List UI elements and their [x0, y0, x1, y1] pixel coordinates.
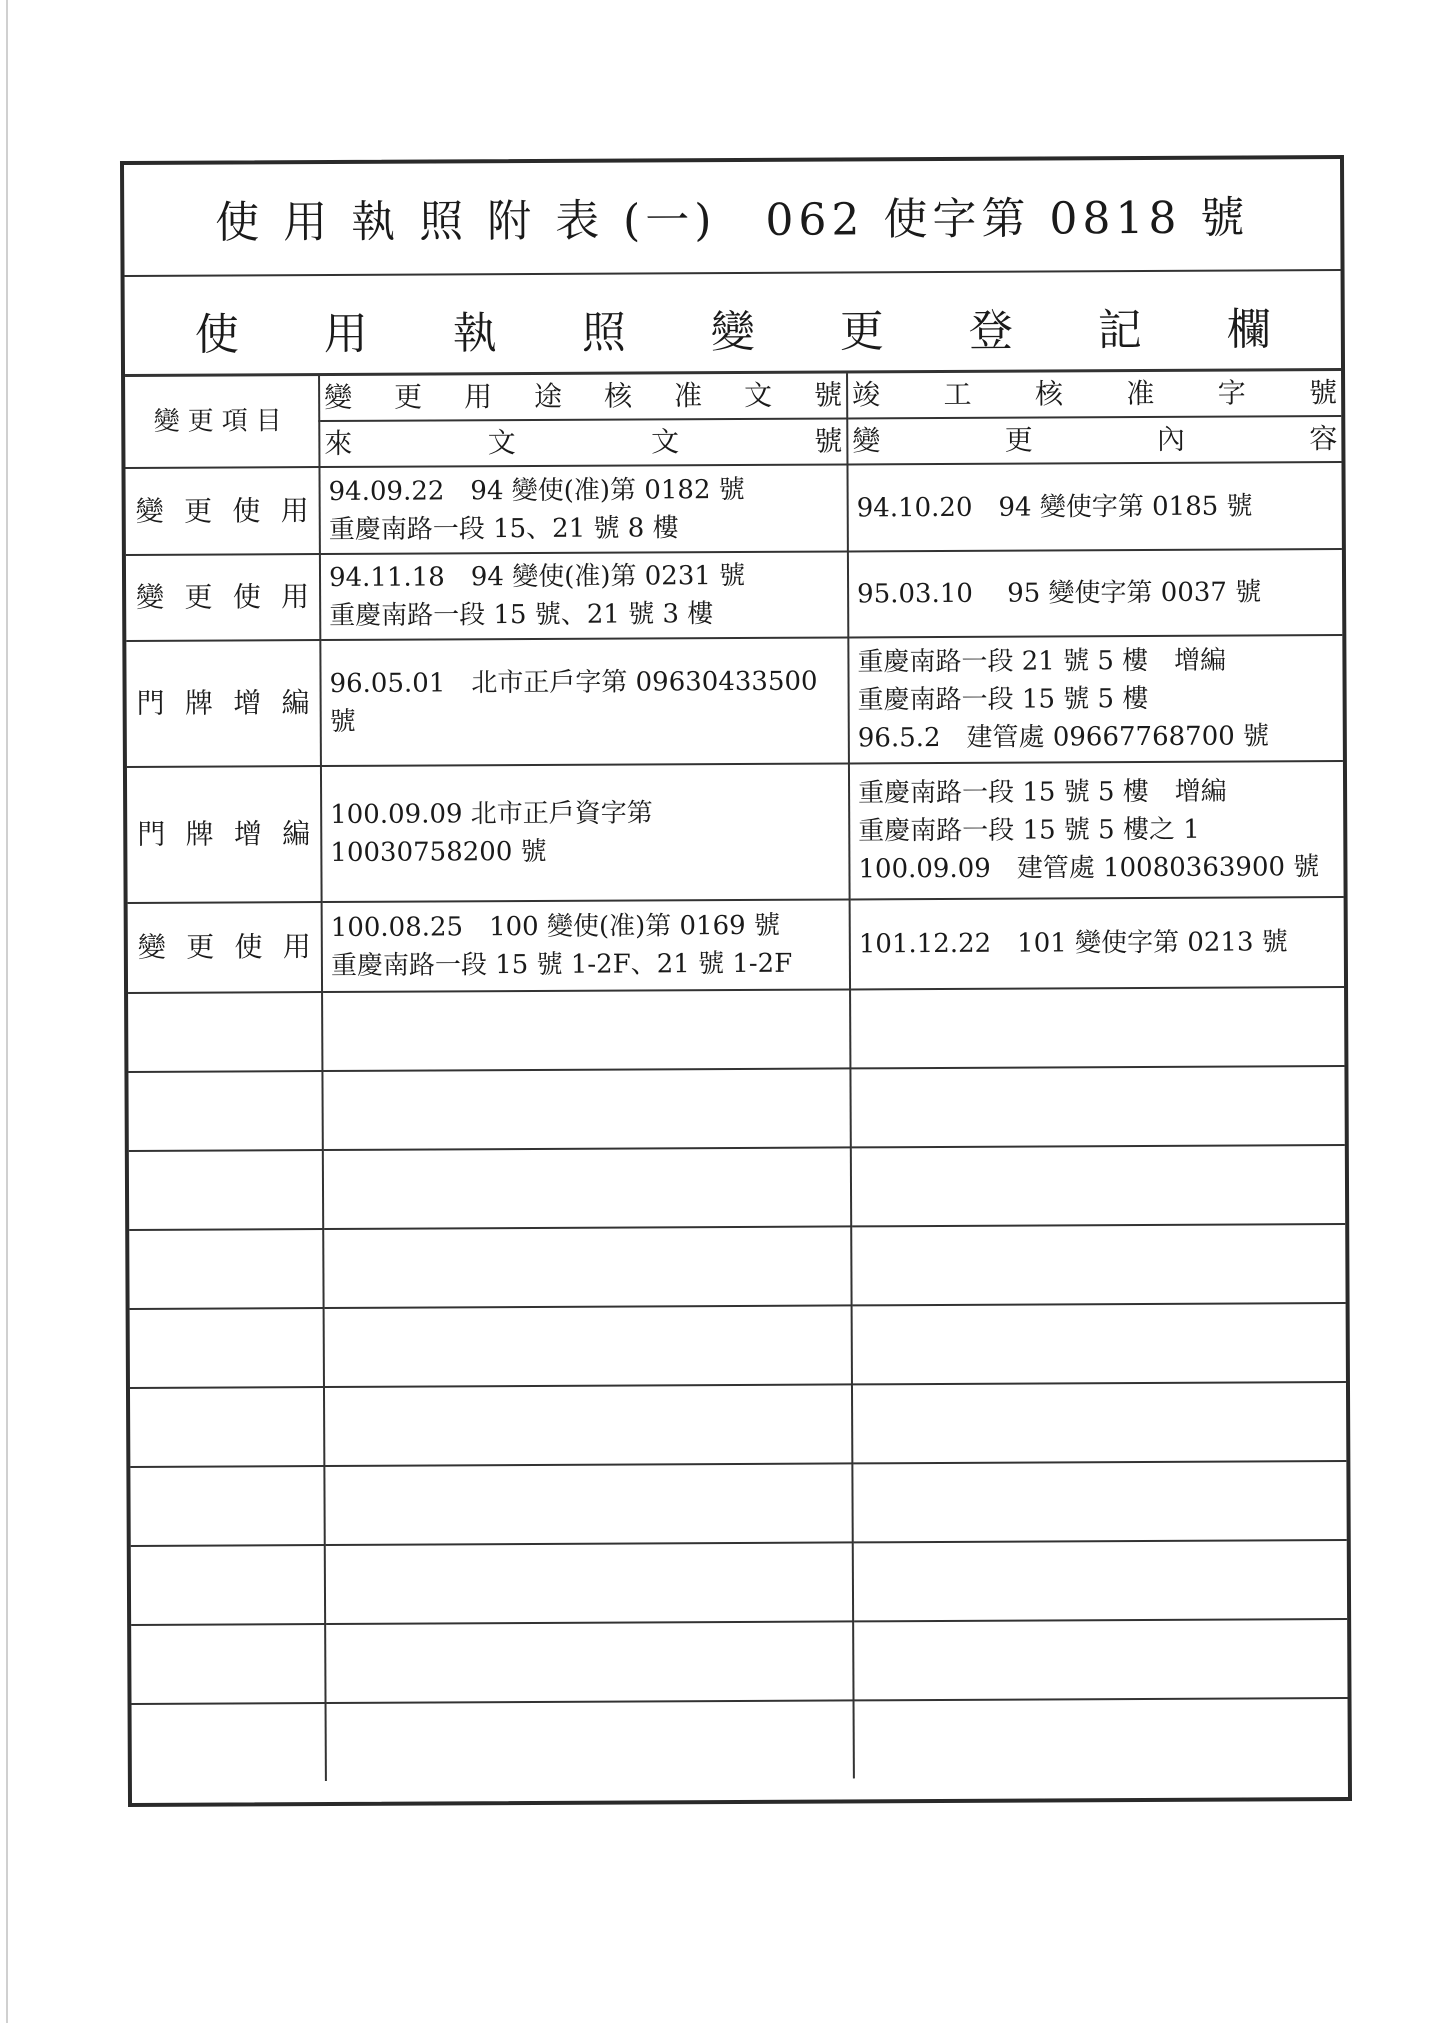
header-char: 途	[534, 379, 563, 413]
header-char: 內	[1156, 422, 1186, 456]
empty-cell	[130, 1387, 324, 1467]
empty-row	[129, 1145, 1345, 1230]
empty-row	[130, 1303, 1346, 1388]
subtitle-char: 記	[1097, 305, 1142, 357]
empty-cell	[853, 1619, 1347, 1700]
empty-cell	[851, 1224, 1345, 1305]
record-approval: 100.08.25 100 變使(准)第 0169 號 重慶南路一段 15 號 1-2F、21 號 1-2F	[322, 899, 850, 992]
record-row	[125, 462, 1341, 555]
scan-edge-line	[6, 0, 8, 2023]
item-char: 編	[282, 817, 311, 851]
item-char: 變	[137, 930, 166, 964]
empty-cell	[324, 1463, 852, 1545]
empty-row	[130, 1461, 1346, 1546]
header-char: 准	[673, 379, 703, 413]
form-title: 使 用 執 照 附 表 (一) 062 使字第 0818 號	[215, 192, 1250, 249]
header-char: 更	[394, 380, 423, 414]
empty-cell	[324, 1384, 852, 1466]
header-char: 文	[743, 378, 773, 412]
record-approval: 94.11.18 94 變使(准)第 0231 號 重慶南路一段 15 號、21 號 3 樓	[320, 551, 848, 640]
header-char: 號	[813, 378, 843, 412]
header-char: 變	[852, 424, 881, 458]
item-char: 門	[137, 817, 166, 851]
item-char: 增	[233, 686, 262, 720]
header-change-item: 變更項目	[125, 376, 319, 468]
item-char: 編	[281, 686, 310, 720]
header-char: 號	[814, 424, 843, 458]
subtitle-char: 使	[194, 309, 239, 361]
item-char: 使	[232, 580, 261, 614]
empty-cell	[852, 1382, 1346, 1463]
header-char: 核	[603, 379, 633, 413]
empty-cell	[128, 1071, 322, 1151]
empty-cell	[850, 987, 1344, 1068]
record-row	[126, 549, 1342, 641]
subtitle-char: 照	[581, 307, 626, 359]
record-approval: 96.05.01 北市正戶字第 09630433500 號	[320, 637, 849, 766]
header-char: 字	[1217, 376, 1246, 410]
subtitle-char: 更	[839, 306, 884, 358]
empty-row	[131, 1540, 1347, 1625]
header-char: 工	[943, 377, 972, 411]
header-row-top	[125, 371, 1341, 422]
header-char: 用	[464, 380, 493, 414]
empty-row	[132, 1698, 1348, 1782]
header-change-content	[847, 416, 1341, 464]
record-item	[127, 766, 322, 903]
empty-cell	[323, 1226, 851, 1308]
item-char: 牌	[185, 817, 214, 851]
empty-cell	[322, 1068, 850, 1150]
item-char: 使	[232, 493, 261, 527]
header-char: 文	[487, 426, 516, 460]
header-incoming-doc-number	[319, 418, 847, 467]
item-char: 更	[183, 494, 213, 528]
item-char: 增	[233, 817, 263, 851]
record-row	[126, 635, 1343, 767]
empty-cell	[851, 1145, 1345, 1226]
empty-row	[129, 1224, 1345, 1309]
usage-permit-attachment-form	[120, 155, 1352, 1807]
subtitle-char: 登	[968, 305, 1013, 357]
header-char: 容	[1309, 422, 1338, 456]
record-completion: 94.10.20 94 變使字第 0185 號	[847, 462, 1341, 551]
record-item	[128, 902, 322, 993]
empty-cell	[850, 1066, 1344, 1147]
subtitle-char: 用	[323, 308, 368, 361]
item-char: 用	[281, 580, 310, 614]
subtitle-char: 欄	[1226, 304, 1271, 356]
record-row	[127, 761, 1344, 903]
empty-cell	[325, 1621, 853, 1703]
item-char: 用	[280, 493, 309, 527]
record-completion: 重慶南路一段 21 號 5 樓 增編 重慶南路一段 15 號 5 樓 96.5.2 建管處 09667768700 號	[848, 635, 1343, 763]
empty-cell	[326, 1700, 854, 1781]
empty-row	[128, 987, 1344, 1072]
item-char: 用	[282, 930, 311, 964]
empty-cell	[324, 1305, 852, 1387]
item-char: 使	[234, 930, 263, 964]
item-char: 門	[136, 686, 165, 720]
empty-row	[128, 1066, 1344, 1151]
empty-cell	[853, 1540, 1347, 1621]
empty-cell	[323, 1147, 851, 1229]
item-char: 牌	[184, 686, 214, 720]
record-completion: 101.12.22 101 變使字第 0213 號	[850, 897, 1344, 989]
record-completion: 重慶南路一段 15 號 5 樓 增編 重慶南路一段 15 號 5 樓之 1 100.09.09 建管處 10080363900 號	[849, 761, 1344, 899]
empty-cell	[128, 992, 322, 1072]
header-approval-number	[319, 373, 847, 421]
record-completion: 95.03.10 95 變使字第 0037 號	[848, 549, 1342, 637]
empty-cell	[322, 989, 850, 1071]
record-item	[126, 640, 321, 767]
empty-cell	[129, 1150, 323, 1230]
empty-cell	[852, 1461, 1346, 1542]
empty-row	[131, 1619, 1347, 1704]
header-completion-number	[847, 371, 1341, 418]
record-approval: 94.09.22 94 變使(准)第 0182 號 重慶南路一段 15、21 號 8 樓	[319, 464, 847, 554]
item-char: 更	[186, 930, 215, 964]
item-char: 更	[184, 580, 213, 614]
change-registration-table	[125, 371, 1348, 1782]
record-item	[126, 554, 320, 641]
empty-cell	[131, 1545, 325, 1625]
header-char: 核	[1034, 377, 1064, 411]
record-approval: 100.09.09 北市正戶資字第 10030758200 號	[321, 763, 850, 902]
subtitle-char: 執	[452, 308, 497, 360]
empty-cell	[854, 1698, 1348, 1778]
header-char: 文	[650, 425, 680, 459]
empty-cell	[325, 1542, 853, 1624]
header-char: 竣	[852, 378, 881, 412]
header-char: 變	[324, 380, 353, 415]
form-subtitle	[195, 293, 1271, 362]
subtitle-row	[125, 271, 1341, 377]
record-item	[125, 467, 319, 555]
record-row	[128, 897, 1344, 993]
item-char: 變	[136, 580, 165, 614]
header-char: 來	[324, 426, 353, 461]
header-char: 號	[1309, 376, 1338, 410]
header-char: 准	[1126, 376, 1155, 411]
title-row	[124, 159, 1341, 277]
item-char: 變	[135, 494, 164, 528]
empty-cell	[130, 1466, 324, 1546]
empty-cell	[131, 1624, 325, 1704]
empty-cell	[129, 1229, 323, 1309]
subtitle-char: 變	[710, 306, 755, 359]
header-char: 更	[1004, 423, 1033, 457]
empty-row	[130, 1382, 1346, 1467]
empty-cell	[852, 1303, 1346, 1384]
empty-cell	[132, 1703, 326, 1782]
empty-cell	[130, 1308, 324, 1388]
